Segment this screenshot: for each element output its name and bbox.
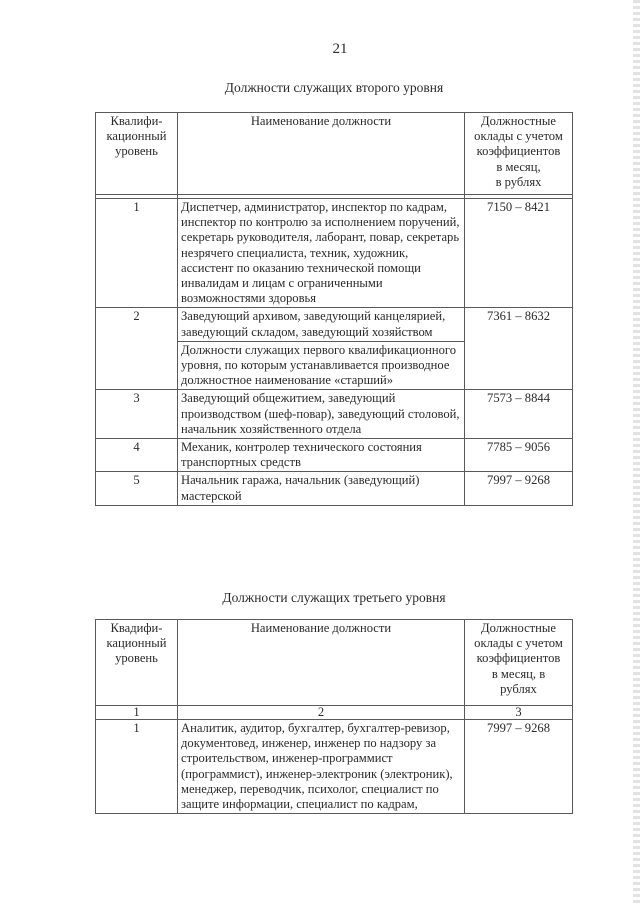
row-position-title-extra: Должности служащих первого квалификационного уровня, по которым устанавливается производное должностное наименование «старший» xyxy=(178,341,465,390)
row-salary: 7150 – 8421 xyxy=(465,199,573,308)
header-salary-text: Должностные оклады с учетом коэффициентов в месяц, в рублях xyxy=(474,114,563,189)
table-row xyxy=(96,199,573,308)
table-header-row xyxy=(96,113,573,195)
row-level: 2 xyxy=(96,308,178,390)
column-number: 1 xyxy=(96,706,178,720)
table-row xyxy=(96,472,573,505)
column-number: 2 xyxy=(178,706,465,720)
table-row xyxy=(96,308,573,341)
header-salary-text: Должностные оклады с учетом коэффициентов в месяц, в рублях xyxy=(474,621,563,696)
row-level: 1 xyxy=(96,720,178,814)
section-title-second-level: Должности служащих второго уровня xyxy=(224,80,444,95)
section-title-third-level: Должности служащих третьего уровня xyxy=(222,590,446,605)
row-position-title: Диспетчер, администратор, инспектор по кадрам, инспектор по контролю за исполнением поручений, секретарь руководителя, лаборант, повар, секретарь незрячего специалиста, техник, художник, ассистент по оказанию технической помощи инвалидам и лицам с ограниченными возможностями здоровья xyxy=(178,199,465,308)
row-position-title: Механик, контролер технического состояния транспортных средств xyxy=(178,439,465,472)
positions-table-second-level xyxy=(95,112,573,506)
row-salary: 7573 – 8844 xyxy=(465,390,573,439)
positions-table-third-level xyxy=(95,619,573,814)
page-number: 21 xyxy=(332,41,348,57)
column-number: 3 xyxy=(465,706,573,720)
row-salary: 7997 – 9268 xyxy=(465,720,573,814)
header-position-name: Наименование должности xyxy=(178,113,465,195)
header-level xyxy=(96,113,178,195)
row-salary: 7997 – 9268 xyxy=(465,472,573,505)
row-salary: 7785 – 9056 xyxy=(465,439,573,472)
table-row xyxy=(96,390,573,439)
header-position-name: Наименование должности xyxy=(178,620,465,706)
row-position-title: Заведующий общежитием, заведующий производством (шеф-повар), заведующий столовой, начальник хозяйственного отдела xyxy=(178,390,465,439)
table-row xyxy=(96,439,573,472)
row-position-title: Аналитик, аудитор, бухгалтер, бухгалтер-ревизор, документовед, инженер, инженер по надзору за строительством, инженер-программист (программист), инженер-электроник (электроник), менеджер, переводчик, психолог, специалист по защите информации, специалист по кадрам, xyxy=(178,720,465,814)
row-level: 3 xyxy=(96,390,178,439)
header-level xyxy=(96,620,178,706)
table-header-row xyxy=(96,620,573,706)
header-level-text: Квалифи- кационный уровень xyxy=(106,114,167,159)
header-level-text: Квадифи- кационный уровень xyxy=(106,621,167,666)
column-number-row xyxy=(96,706,573,720)
row-salary: 7361 – 8632 xyxy=(465,308,573,390)
header-salary xyxy=(465,113,573,195)
row-level: 4 xyxy=(96,439,178,472)
row-level: 5 xyxy=(96,472,178,505)
row-position-title: Начальник гаража, начальник (заведующий) мастерской xyxy=(178,472,465,505)
table-row xyxy=(96,720,573,814)
scan-edge-shading xyxy=(633,0,640,905)
row-position-title: Заведующий архивом, заведующий канцелярией, заведующий складом, заведующий хозяйством xyxy=(178,308,465,341)
header-salary xyxy=(465,620,573,706)
row-level: 1 xyxy=(96,199,178,308)
